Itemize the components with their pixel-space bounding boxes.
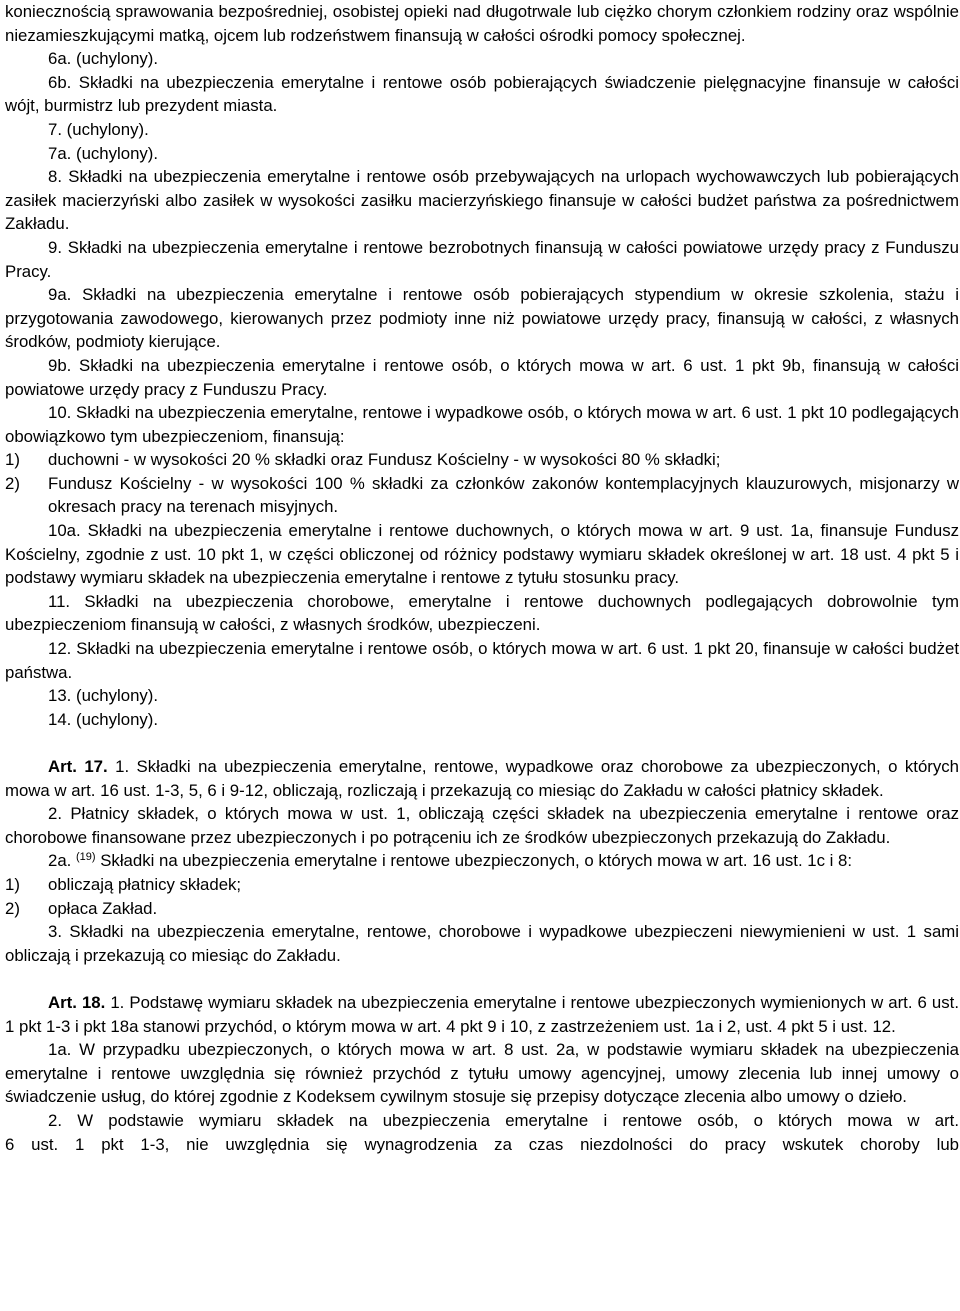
paragraph-12: 12. Składki na ubezpieczenia emerytalne i rentowe osób, o których mowa w art. 6 ust. 1 pkt 20, finansuje w całości budżet państwa. (5, 639, 959, 682)
list-item-number: 1) (5, 450, 20, 470)
article-18-paragraph-2-line-1: 2. W podstawie wymiaru składek na ubezpieczenia emerytalne i rentowe osób, o których mowa w art. (48, 1110, 959, 1130)
paragraph-10a: 10a. Składki na ubezpieczenia emerytalne i rentowe duchownych, o których mowa w art. 9 ust. 1a, finansuje Fundusz Kościelny, zgodnie z ust. 10 pkt 1, w części obliczonej od różnicy podstawy wymiaru składek określonej w art. 18 ust. 4 pkt 5 i podstawy wymiaru składek na ubezpieczenia emerytalne i rentowe z tytułu stosunku pracy. (5, 521, 959, 588)
paragraph-continuation: koniecznością sprawowania bezpośredniej, osobistej opieki nad długotrwale lub ciężko chorym członkiem rodziny oraz wspólnie niezamieszkującymi matką, ojcem lub rodzeństwem finansują w całości ośrodki pomocy społecznej. (5, 2, 959, 45)
list-item (5, 472, 959, 519)
paragraph-10: 10. Składki na ubezpieczenia emerytalne, rentowe i wypadkowe osób, o których mowa w art. 6 ust. 1 pkt 10 podlegających obowiązkowo tym ubezpieczeniom, finansują: (5, 403, 959, 446)
list-item-number: 2) (5, 898, 20, 918)
paragraph-2a-number: 2a. (48, 851, 72, 871)
article-18-label: Art. 18. (48, 992, 106, 1012)
list-item-text: duchowni - w wysokości 20 % składki oraz Fundusz Kościelny - w wysokości 80 % składki; (48, 450, 721, 470)
article-18-paragraph-1 (5, 991, 959, 1038)
list-item-number: 2) (5, 473, 20, 493)
paragraph-7: 7. (uchylony). (48, 119, 149, 139)
article-18-text: 1. Podstawę wymiaru składek na ubezpieczenia emerytalne i rentowe ubezpieczonych wymienionych w art. 6 ust. 1 pkt 1-3 i pkt 18a stanowi przychód, o którym mowa w art. 4 pkt 9 i 10, z zastrzeżeniem ust. 1a i 2, ust. 4 pkt 5 i ust. 12. (5, 992, 959, 1036)
footnote-reference: (19) (76, 851, 96, 864)
paragraph-13: 13. (uchylony). (48, 686, 159, 706)
paragraph-6a: 6a. (uchylony). (48, 49, 159, 69)
paragraph-7a: 7a. (uchylony). (48, 143, 159, 163)
paragraph-9: 9. Składki na ubezpieczenia emerytalne i rentowe bezrobotnych finansują w całości powiatowe urzędy pracy z Funduszu Pracy. (5, 237, 959, 281)
paragraph-6b: 6b. Składki na ubezpieczenia emerytalne i rentowe osób pobierających świadczenie pielęgnacyjne finansuje w całości wójt, burmistrz lub prezydent miasta. (5, 72, 959, 116)
article-17-label: Art. 17. (48, 757, 108, 776)
paragraph-9a: 9a. Składki na ubezpieczenia emerytalne i rentowe osób pobierających stypendium w okresie szkolenia, stażu i przygotowania zawodowego, kierowanych przez podmioty inne niż powiatowe urzędy pracy, finansują w całości, z własnych środków, podmioty kierujące. (5, 285, 959, 352)
list-item (5, 873, 959, 897)
article-17-paragraph-1 (5, 755, 959, 802)
article-17-paragraph-2a (5, 849, 959, 873)
paragraph-11: 11. Składki na ubezpieczenia chorobowe, emerytalne i rentowe duchownych podlegających dobrowolnie tym ubezpieczeniom finansują w całości, z własnych środków, ubezpieczeni. (5, 591, 959, 635)
article-17-paragraph-2: 2. Płatnicy składek, o których mowa w ust. 1, obliczają części składek na ubezpieczenia emerytalne i rentowe oraz chorobowe finansowane przez ubezpieczonych i po potrąceniu ich ze środków ubezpieczonych przekazują do Zakładu. (5, 804, 959, 847)
paragraph-14: 14. (uchylony). (48, 709, 159, 729)
paragraph-8: 8. Składki na ubezpieczenia emerytalne i rentowe osób przebywających na urlopach wychowawczych lub pobierających zasiłek macierzyński albo zasiłek w wysokości zasiłku macierzyńskiego finansuje w całości budżet państwa za pośrednictwem Zakładu. (5, 167, 959, 234)
list-item-text: obliczają płatnicy składek; (48, 874, 242, 894)
list-item-number: 1) (5, 874, 20, 894)
article-18-paragraph-2-line-2: 6 ust. 1 pkt 1-3, nie uwzględnia się wynagrodzenia za czas niezdolności do pracy wskutek choroby lub (5, 1134, 959, 1154)
article-18-paragraph-1a: 1a. W przypadku ubezpieczonych, o których mowa w art. 8 ust. 2a, w podstawie wymiaru składek na ubezpieczenia emerytalne i rentowe uwzględnia się również przychód z tytułu umowy agencyjnej, umowy zlecenia lub innej umowy o świadczenie usług, do której zgodnie z Kodeksem cywilnym stosuje się przepisy dotyczące zlecenia albo umowy o dzieło. (5, 1040, 959, 1107)
list-item-text: Fundusz Kościelny - w wysokości 100 % składki za członków zakonów kontemplacyjnych klauzurowych, misjonarzy w okresach pracy na terenach misyjnych. (48, 473, 959, 517)
document-page (5, 0, 959, 1156)
list-item-text: opłaca Zakład. (48, 898, 158, 918)
list-item (5, 448, 959, 472)
article-17-text: 1. Składki na ubezpieczenia emerytalne, rentowe, wypadkowe oraz chorobowe za ubezpieczonych, o których mowa w art. 16 ust. 1-3, 5, 6 i 9-12, obliczają, rozliczają i przekazują co miesiąc do Zakładu w całości płatnicy składek. (5, 757, 959, 800)
paragraph-9b: 9b. Składki na ubezpieczenia emerytalne i rentowe osób, o których mowa w art. 6 ust. 1 pkt 9b, finansują w całości powiatowe urzędy pracy z Funduszu Pracy. (5, 355, 959, 399)
article-17-paragraph-3: 3. Składki na ubezpieczenia emerytalne, rentowe, chorobowe i wypadkowe ubezpieczeni niewymienieni w ust. 1 sami obliczają i przekazują co miesiąc do Zakładu. (5, 922, 959, 965)
paragraph-2a-text: Składki na ubezpieczenia emerytalne i rentowe ubezpieczonych, o których mowa w art. 16 ust. 1c i 8: (95, 851, 853, 871)
list-item (5, 897, 959, 921)
